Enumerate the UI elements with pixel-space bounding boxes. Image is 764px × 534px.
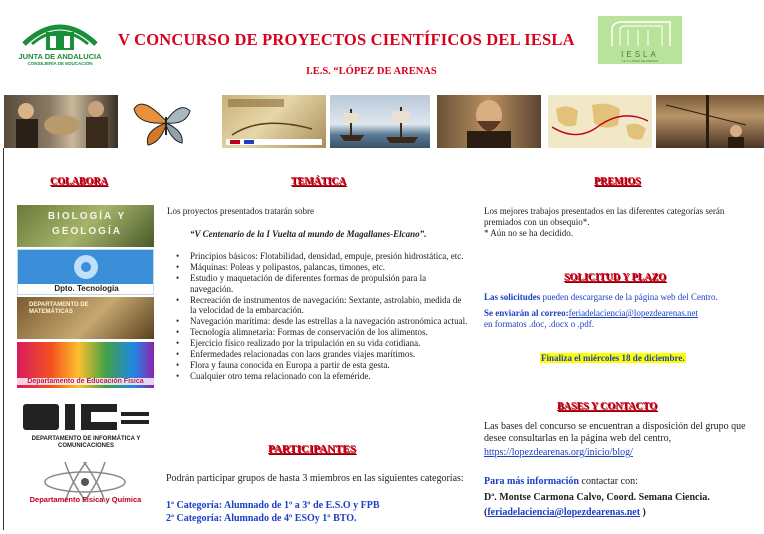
dept-matematicas-label: DEPARTAMENTO DE MATEMÁTICAS <box>29 302 89 315</box>
page-title: V CONCURSO DE PROYECTOS CIENTÍFICOS DEL IESLA <box>118 30 575 49</box>
bases-url-wrapper <box>484 447 633 459</box>
dept-educacion-fisica-tile <box>17 342 154 388</box>
dept-biologia-label: BIOLOGÍA Y GEOLOGÍA <box>47 211 127 237</box>
iesla-logo-text: IESLA <box>621 50 659 59</box>
page-subtitle: I.E.S. “LÓPEZ DE ARENAS <box>306 66 437 77</box>
solicitud-bold: Las solicitudes <box>484 292 541 302</box>
left-border-line <box>3 148 4 530</box>
dept-informatica-tile <box>17 398 154 456</box>
topic-item: • Flora y fauna conocida en Europa a partir de esta gesta. <box>168 360 468 371</box>
bases-text: Las bases del concurso se encuentran a disposición del grupo que desee consultarlas en la página web del centro, <box>484 421 746 444</box>
categoria-1: 1ª Categoría: Alumnado de 1º a 3º de E.S.O y FPB <box>166 500 380 511</box>
info-bold: Para más información <box>484 476 579 487</box>
solicitud-rest: pueden descargarse de la página web del Centro. <box>540 292 718 302</box>
colabora-heading: COLABORA <box>50 176 108 187</box>
contact-name: Dª. Montse Carmona Calvo, Coord. Semana Ciencia. <box>484 492 710 503</box>
dept-biologia-tile <box>17 205 154 247</box>
dept-matematicas-tile <box>17 297 154 339</box>
solicitud-heading: SOLICITUD Y PLAZO <box>564 272 667 283</box>
premios-heading: PREMIOS <box>594 176 641 187</box>
dept-fisica-quimica-label: Departamento Física y Química <box>29 495 142 504</box>
topic-item: • Estudio y maquetación de diferentes formas de propulsión para la navegación. <box>168 273 468 294</box>
dept-informatica-label: DEPARTAMENTO DE INFORMÁTICA Y COMUNICACIONES <box>31 436 141 449</box>
portrait-graphic <box>437 95 541 148</box>
junta-logo-subtitle: CONSEJERÍA DE EDUCACIÓN <box>27 61 93 66</box>
dept-tecnologia-tile <box>17 249 154 295</box>
ship-deck-graphic <box>656 95 764 148</box>
topic-item: • Navegación marítima: desde las estrellas a la navegación astronómica actual. <box>168 316 468 327</box>
tematica-intro: Los proyectos presentados tratarán sobre <box>167 206 314 216</box>
route-map-graphic <box>548 95 652 148</box>
correo-bold: Se enviarán al correo: <box>484 308 569 318</box>
bases-url-link[interactable]: https://lopezdearenas.org/inicio/blog/ <box>484 447 633 458</box>
tematica-quote: “V Centenario de la I Vuelta al mundo de Magallanes-Elcano”. <box>190 229 427 239</box>
solicitud-paragraph <box>484 292 754 303</box>
poster-map-graphic <box>222 95 326 148</box>
email-paren-open: ( <box>484 507 488 518</box>
iesla-logo-small: I.E.S. LÓPEZ DE ARENAS <box>621 59 658 63</box>
iesla-logo <box>598 16 682 64</box>
tematica-heading: TEMÁTICA <box>291 176 347 187</box>
topic-item: • Ejercicio físico realizado por la tripulación en su vida cotidiana. <box>168 338 468 349</box>
dept-tecnologia-label: Dpto. Tecnología <box>54 284 119 293</box>
correo-paragraph <box>484 308 754 330</box>
junta-logo-title: JUNTA DE ANDALUCIA <box>18 52 102 61</box>
informatica-logo-icon <box>17 398 154 434</box>
centenary-poster-image <box>222 95 326 148</box>
contact-email-line <box>484 507 646 519</box>
participantes-heading: PARTICIPANTES <box>268 443 356 455</box>
butterfly-icon <box>128 95 204 148</box>
topic-item: • Principios básicos: Flotabilidad, densidad, empuje, presión hidrostática, etc. <box>168 251 468 262</box>
topic-item: • Enfermedades relacionadas con laos grandes viajes marítimos. <box>168 349 468 360</box>
ship-deck-image <box>656 95 764 148</box>
ships-graphic <box>330 95 430 148</box>
correo-rest: en formatos .doc, .docx o .pdf. <box>484 319 594 329</box>
dept-fisica-quimica-tile <box>17 462 154 514</box>
tecnologia-head-icon <box>18 250 154 284</box>
topic-item: • Máquinas: Poleas y polipastos, palancas, timones, etc. <box>168 262 468 273</box>
topic-item: • Recreación de instrumentos de navegación: Sextante, astrolabio, medida de la velocidad de la embarcación. <box>168 295 468 316</box>
info-line <box>484 476 638 488</box>
premios-text: Los mejores trabajos presentados en las diferentes categorías serán premiados con un obsequio*. <box>484 206 725 227</box>
magellan-portrait-image <box>437 95 541 148</box>
topics-list <box>168 251 468 382</box>
premios-note: * Aún no se ha decidido. <box>484 228 573 238</box>
bases-heading: BASES Y CONTACTO <box>557 401 658 412</box>
dept-educacion-fisica-label: Departamento de Educación Física <box>17 378 154 385</box>
participantes-text: Podrán participar grupos de hasta 3 miembros en las siguientes categorías: <box>166 473 464 484</box>
world-route-map-image <box>548 95 652 148</box>
topic-item: • Cualquier otro tema relacionado con la efeméride. <box>168 371 468 382</box>
categoria-2: 2ª Categoría: Alumnado de 4º ESOy 1º BTO. <box>166 513 357 524</box>
correo-link[interactable]: feriadelaciencia@lopezdearenas.net <box>568 308 699 318</box>
info-rest: contactar con: <box>579 476 638 487</box>
email-paren-close: ) <box>640 507 646 518</box>
iesla-building-icon <box>598 16 682 50</box>
butterfly-image <box>128 95 204 148</box>
ships-fleet-image <box>330 95 430 148</box>
topic-item: • Tecnología alimnetaria: Formas de conservación de los alimentos. <box>168 327 468 338</box>
explorers-painting-image <box>4 95 118 148</box>
contact-email-link[interactable]: feriadelaciencia@lopezdearenas.net <box>487 507 641 518</box>
deadline-highlight: Finaliza el miércoles 18 de diciembre. <box>541 353 685 363</box>
junta-andalucia-logo <box>10 14 110 72</box>
explorers-figures <box>4 95 118 148</box>
